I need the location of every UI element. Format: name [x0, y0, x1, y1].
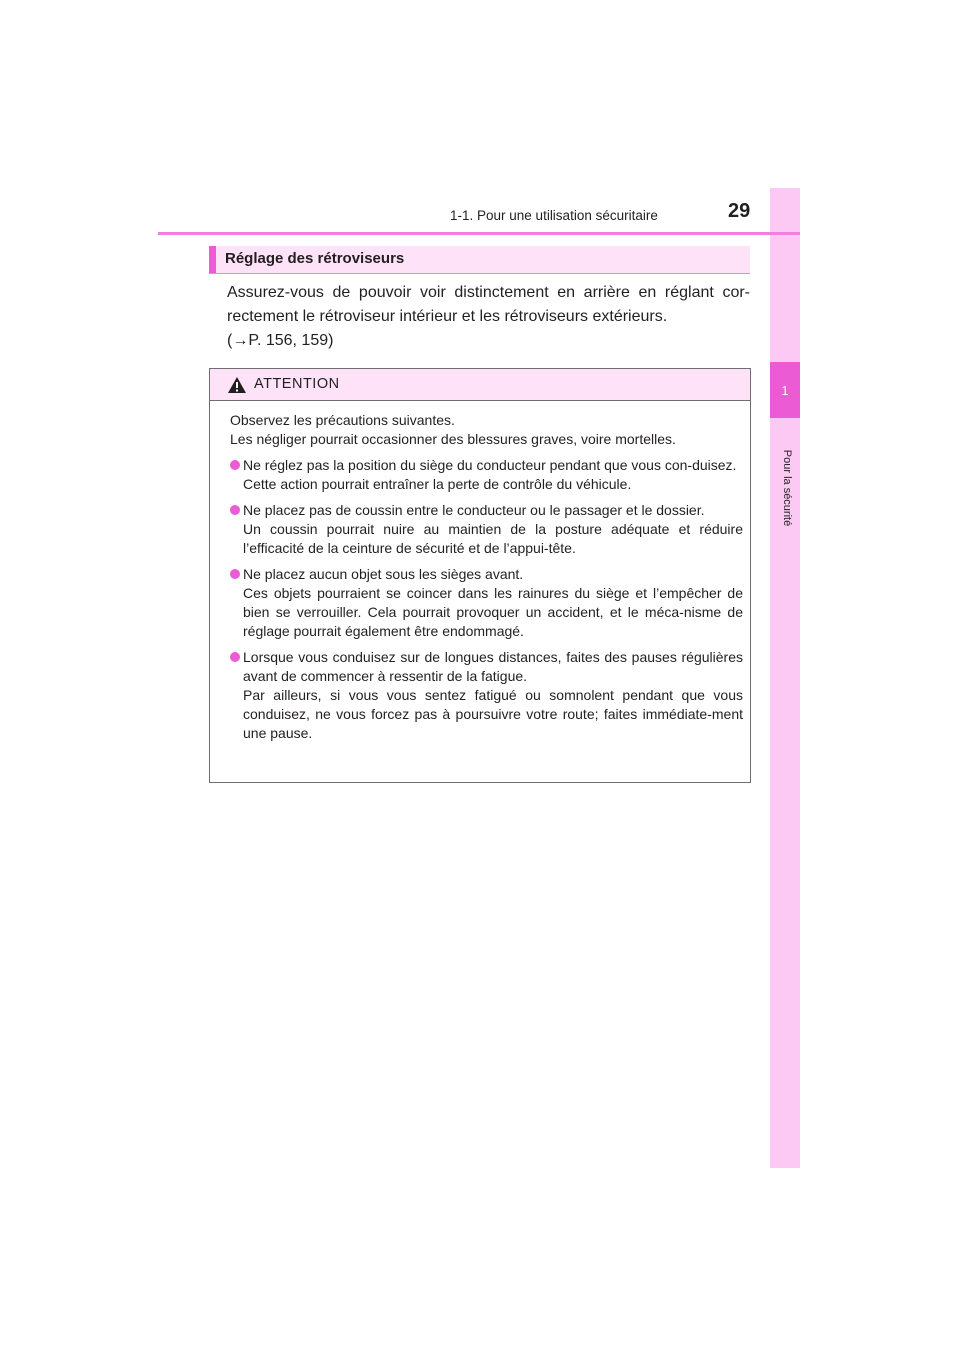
attention-item-line-1: Ne placez aucun objet sous les sièges avant. — [243, 566, 524, 582]
bullet-icon — [230, 569, 240, 579]
attention-item — [230, 565, 743, 641]
attention-body — [230, 411, 743, 743]
attention-item-line-2: Par ailleurs, si vous vous sentez fatigué ou somnolent pendant que vous conduisez, ne vous forcez pas à poursuivre votre route; faites immédiate-ment une pause. — [243, 687, 743, 741]
attention-box — [209, 368, 751, 783]
page-number: 29 — [728, 200, 751, 222]
attention-item-line-1: Lorsque vous conduisez sur de longues distances, faites des pauses régulières avant de commencer à ressentir de la fatigue. — [243, 649, 743, 684]
attention-intro-2: Les négliger pourrait occasionner des blessures graves, voire mortelles. — [230, 431, 676, 447]
header-rule — [158, 232, 800, 235]
attention-item-line-2: Ces objets pourraient se coincer dans les rainures du siège et l’empêcher de bien se verrouiller. Cela pourrait provoquer un accident, et le méca-nisme de réglage pourrait également être endommagé. — [243, 585, 743, 639]
attention-header — [210, 369, 750, 401]
page-reference: (→P. 156, 159) — [227, 332, 334, 349]
attention-item-line-2: Un coussin pourrait nuire au maintien de la posture adéquate et réduire l’efficacité de la ceinture de sécurité et de l’appui-tête. — [243, 521, 743, 556]
section-heading — [209, 246, 750, 274]
section-title: Réglage des rétroviseurs — [225, 250, 405, 267]
side-tab — [770, 188, 800, 1168]
attention-item-line-1: Ne réglez pas la position du siège du conducteur pendant que vous con-duisez. — [243, 457, 737, 473]
attention-item-line-2: Cette action pourrait entraîner la perte de contrôle du véhicule. — [243, 476, 632, 492]
attention-item — [230, 648, 743, 743]
body-paragraph: Assurez-vous de pouvoir voir distinctement en arrière en réglant cor-rectement le rétroviseur intérieur et les rétroviseurs extérieurs. — [227, 284, 750, 325]
warning-triangle-icon — [227, 376, 247, 394]
attention-label: ATTENTION — [254, 376, 340, 392]
section-heading-bar — [209, 246, 216, 273]
attention-item-line-1: Ne placez pas de coussin entre le conducteur ou le passager et le dossier. — [243, 502, 705, 518]
bullet-icon — [230, 505, 240, 515]
chapter-title: 1-1. Pour une utilisation sécuritaire — [450, 208, 658, 223]
attention-intro-1: Observez les précautions suivantes. — [230, 412, 455, 428]
side-tab-label: Pour la sécurité — [781, 449, 793, 527]
bullet-icon — [230, 460, 240, 470]
attention-item — [230, 501, 743, 558]
side-tab-number: 1 — [770, 362, 800, 418]
bullet-icon — [230, 652, 240, 662]
attention-item — [230, 456, 743, 494]
